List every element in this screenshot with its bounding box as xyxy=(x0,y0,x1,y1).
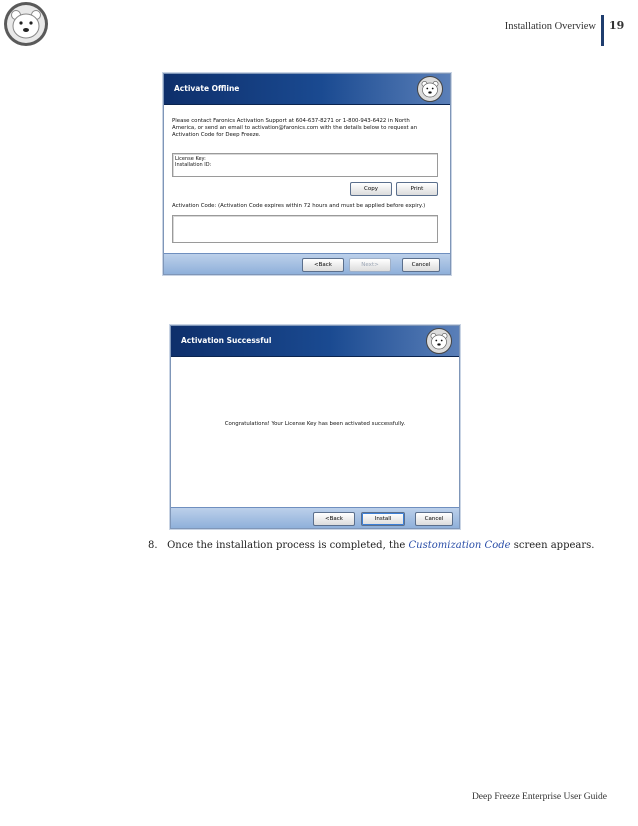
success-message: Congratulations! Your License Key has been activated successfully. xyxy=(224,421,406,427)
guide-title: Deep Freeze Enterprise User Guide xyxy=(471,792,607,802)
copy-button[interactable]: Copy xyxy=(350,182,392,196)
dialog-footer xyxy=(164,253,450,274)
deep-freeze-bear-logo xyxy=(3,1,49,47)
back-button[interactable]: <Back xyxy=(302,258,344,272)
activate-offline-dialog xyxy=(163,73,451,275)
cancel-button[interactable]: Cancel xyxy=(415,512,453,526)
activation-code-input[interactable] xyxy=(172,215,438,243)
next-button[interactable]: Next> xyxy=(349,258,391,272)
license-key-label: License Key: xyxy=(175,156,206,162)
dialog-title: Activation Successful xyxy=(181,336,272,345)
customization-code-link[interactable]: Customization Code xyxy=(408,540,511,551)
instructions-text: Please contact Faronics Activation Support at 604-637-8271 or 1-800-943-6422 in North America, or send an email to activation@faronics.com with the details below to request an Activation Code for Deep Freeze. xyxy=(172,118,418,138)
dialog-header xyxy=(164,74,450,105)
bear-icon xyxy=(426,328,452,354)
license-details-box[interactable] xyxy=(172,153,438,177)
step-text-before: Once the installation process is completed, the xyxy=(167,540,406,551)
section-title: Installation Overview xyxy=(504,21,596,32)
step-number: 8. xyxy=(148,540,158,551)
dialog-header xyxy=(171,326,459,357)
print-button[interactable]: Print xyxy=(396,182,438,196)
dialog-footer xyxy=(171,507,459,528)
header-rule xyxy=(601,15,604,46)
back-button[interactable]: <Back xyxy=(313,512,355,526)
cancel-button[interactable]: Cancel xyxy=(402,258,440,272)
activation-code-label: Activation Code: (Activation Code expires within 72 hours and must be applied before expiry.) xyxy=(172,203,426,209)
step-text-after: screen appears. xyxy=(513,540,595,551)
activation-successful-dialog xyxy=(170,325,460,529)
bear-icon xyxy=(417,76,443,102)
dialog-title: Activate Offline xyxy=(174,84,240,93)
page-number: 19 xyxy=(609,19,625,32)
install-button[interactable]: Install xyxy=(361,512,405,526)
step-instruction xyxy=(148,540,594,551)
installation-id-label: Installation ID: xyxy=(175,162,212,168)
